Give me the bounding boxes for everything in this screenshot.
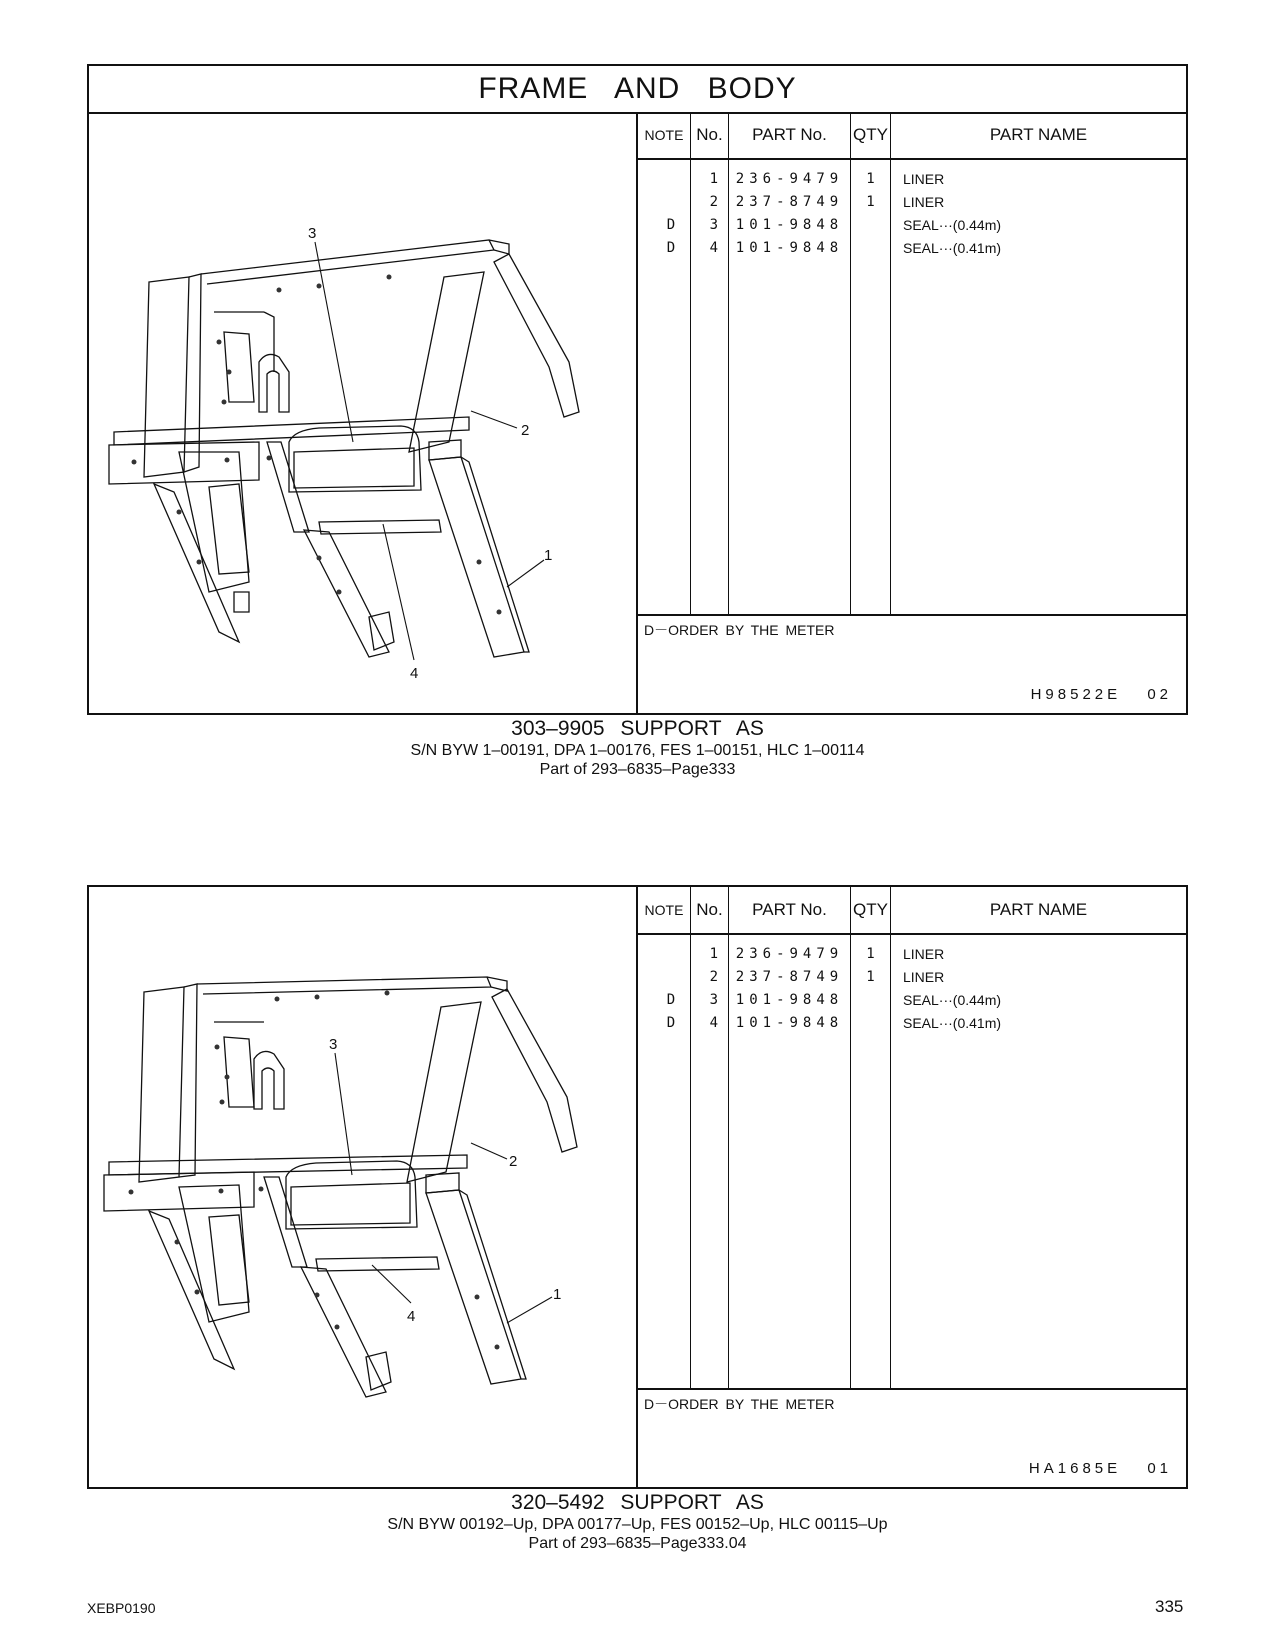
cell-no: 2 — [709, 194, 718, 210]
cell-part-name: SEAL···(0.41m) — [903, 1015, 1002, 1031]
section-title: FRAME AND BODY — [89, 66, 1186, 114]
cell-qty — [851, 989, 890, 1012]
cell-part-name: SEAL···(0.41m) — [903, 240, 1002, 256]
table-header — [638, 887, 1186, 935]
cell-note — [638, 191, 690, 214]
header-part-no: PART No. — [728, 887, 850, 933]
cell-part-no: 236-9479 — [735, 946, 844, 962]
illustration-code: H98522E 02 — [1030, 686, 1172, 703]
cell-part-no: 237-8749 — [735, 194, 844, 210]
header-qty: QTY — [850, 112, 890, 158]
cell-note: D — [666, 992, 676, 1008]
footnote-text: D－ORDER BY THE METER — [644, 622, 835, 638]
cell-note — [638, 943, 690, 966]
caption-top — [87, 717, 1188, 779]
header-no: No. — [690, 887, 728, 933]
callout-2: 2 — [521, 422, 530, 439]
cell-no: 2 — [709, 969, 718, 985]
cell-qty — [851, 214, 890, 237]
illustration-code: HA1685E 01 — [1028, 1460, 1172, 1477]
cell-part-no: 101-9848 — [735, 992, 844, 1008]
note-column — [638, 935, 690, 1388]
cell-qty: 1 — [866, 171, 875, 187]
cell-note: D — [666, 217, 676, 233]
no-column — [690, 160, 728, 614]
callout-3: 3 — [308, 225, 317, 242]
document-id: XEBP0190 — [87, 1600, 156, 1616]
cell-no: 4 — [709, 1015, 718, 1031]
callout-2: 2 — [509, 1153, 518, 1170]
cell-qty: 1 — [866, 946, 875, 962]
caption-title: 303–9905 SUPPORT AS — [511, 717, 764, 740]
parts-table-bottom — [636, 887, 1186, 1487]
header-no: No. — [690, 112, 728, 158]
header-note: NOTE — [644, 902, 684, 918]
parts-table-top — [636, 112, 1186, 713]
cell-part-no: 237-8749 — [735, 969, 844, 985]
part-name-column — [890, 935, 1186, 1388]
footnote-area — [638, 614, 1186, 713]
qty-column — [850, 935, 890, 1388]
parts-panel-top — [87, 64, 1188, 715]
caption-ref: Part of 293–6835–Page333.04 — [528, 1535, 747, 1552]
callout-1: 1 — [544, 547, 553, 564]
cell-part-name: SEAL···(0.44m) — [903, 217, 1002, 233]
footnote-area — [638, 1388, 1186, 1487]
cell-note — [638, 168, 690, 191]
caption-ref: Part of 293–6835–Page333 — [539, 761, 736, 778]
cell-part-no: 101-9848 — [735, 217, 844, 233]
cell-part-no: 101-9848 — [735, 240, 844, 256]
table-body — [638, 935, 1186, 1388]
qty-column — [850, 160, 890, 614]
cell-part-no: 236-9479 — [735, 171, 844, 187]
cell-part-name: SEAL···(0.44m) — [903, 992, 1002, 1008]
cell-no: 3 — [709, 992, 718, 1008]
cell-qty: 1 — [866, 194, 875, 210]
cell-note — [638, 966, 690, 989]
cell-qty — [851, 1012, 890, 1035]
cell-qty — [851, 237, 890, 260]
cell-no: 1 — [709, 171, 718, 187]
caption-serials: S/N BYW 1–00191, DPA 1–00176, FES 1–00151, HLC 1–00114 — [410, 742, 865, 759]
callout-4: 4 — [410, 665, 419, 682]
header-part-name: PART NAME — [890, 112, 1186, 158]
header-part-no: PART No. — [728, 112, 850, 158]
footnote-text: D－ORDER BY THE METER — [644, 1396, 835, 1412]
part-no-column — [728, 935, 850, 1388]
part-no-column — [728, 160, 850, 614]
cell-part-no: 101-9848 — [735, 1015, 844, 1031]
table-header — [638, 112, 1186, 160]
cell-no: 4 — [709, 240, 718, 256]
no-column — [690, 935, 728, 1388]
caption-serials: S/N BYW 00192–Up, DPA 00177–Up, FES 00152–Up, HLC 00115–Up — [387, 1516, 888, 1533]
header-qty: QTY — [850, 887, 890, 933]
page-number: 335 — [1155, 1597, 1184, 1616]
parts-panel-bottom — [87, 885, 1188, 1489]
header-part-name: PART NAME — [890, 887, 1186, 933]
cell-no: 3 — [709, 217, 718, 233]
cell-no: 1 — [709, 946, 718, 962]
caption-bottom — [87, 1491, 1188, 1553]
cell-part-name: LINER — [903, 969, 945, 985]
header-note: NOTE — [644, 127, 684, 143]
part-name-column — [890, 160, 1186, 614]
cell-qty: 1 — [866, 969, 875, 985]
cell-note: D — [666, 240, 676, 256]
callout-1: 1 — [553, 1286, 562, 1303]
note-column — [638, 160, 690, 614]
cell-note: D — [666, 1015, 676, 1031]
cell-part-name: LINER — [903, 946, 945, 962]
table-body — [638, 160, 1186, 614]
caption-title: 320–5492 SUPPORT AS — [511, 1491, 764, 1514]
callout-3: 3 — [329, 1036, 338, 1053]
cell-part-name: LINER — [903, 171, 945, 187]
cell-part-name: LINER — [903, 194, 945, 210]
exploded-view-drawing-top — [89, 112, 637, 713]
callout-4: 4 — [407, 1308, 416, 1325]
exploded-view-drawing-bottom — [89, 887, 637, 1487]
